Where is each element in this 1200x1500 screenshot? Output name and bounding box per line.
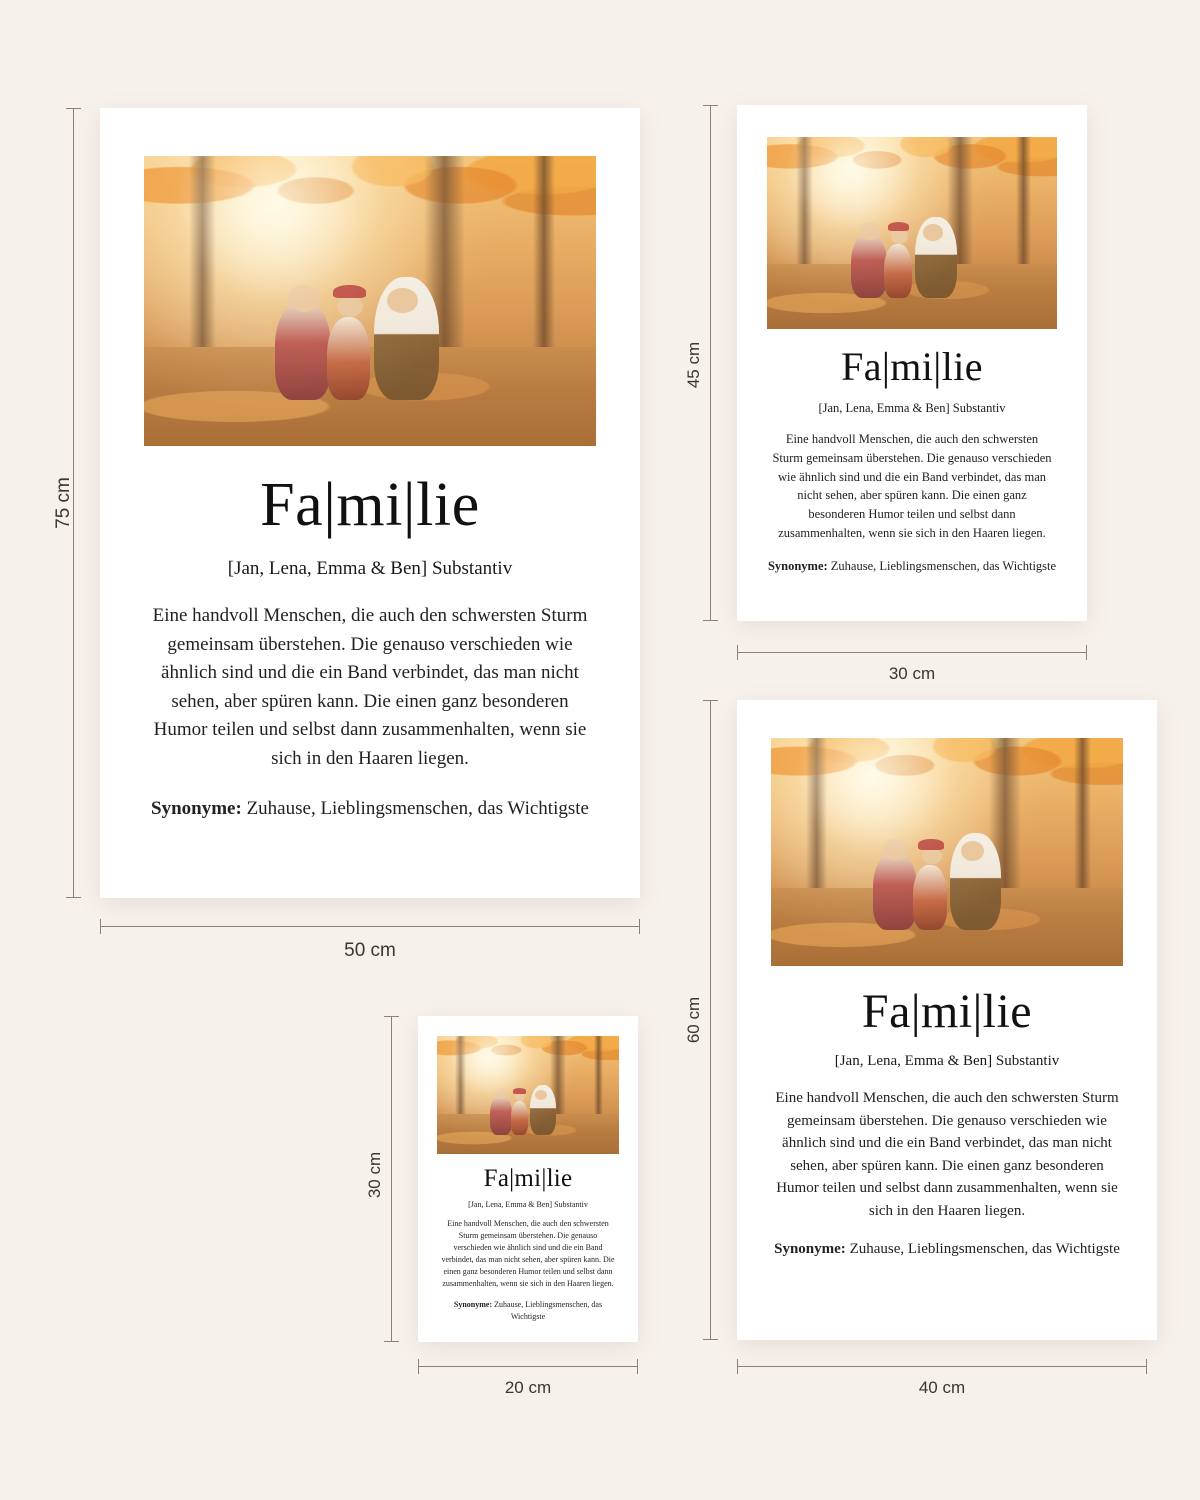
poster-synonyms (767, 557, 1057, 575)
dimension-tick (637, 1359, 638, 1374)
poster-definition: Eine handvoll Menschen, die auch den schwersten Sturm gemeinsam überstehen. Die genauso verschieden wie ähnlich sind und die ein Band verbindet, das man nicht sehen, aber spüren kann. Die einen ganz besonderen Humor teilen und selbst dann zusammenhalten, wenn sie sich in den Haaren liegen. (441, 1219, 615, 1288)
synonyms-value: Zuhause, Lieblingsmenschen, das Wichtigste (830, 558, 1057, 573)
dimension-tick (639, 919, 640, 934)
poster-subtitle: [Jan, Lena, Emma & Ben] Substantiv (818, 401, 1006, 415)
dimension-tick (703, 1339, 718, 1340)
synonyms-value: Zuhause, Lieblingsmenschen, das Wichtigste (246, 798, 589, 819)
poster-photo (767, 137, 1057, 329)
synonyms-value: Zuhause, Lieblingsmenschen, das Wichtigste (494, 1300, 603, 1321)
poster-subtitle: [Jan, Lena, Emma & Ben] Substantiv (227, 558, 513, 579)
poster-20x30[interactable] (418, 1016, 638, 1342)
dimension-label-width-30: 30 cm (888, 664, 936, 683)
dimension-tick (66, 897, 81, 898)
dimension-tick (737, 1359, 738, 1374)
dimension-label-width-20: 20 cm (504, 1378, 552, 1397)
dimension-line-horizontal-40 (737, 1366, 1147, 1367)
dimension-label-height-30: 30 cm (365, 1151, 384, 1199)
dimension-line-vertical-60 (710, 700, 711, 1340)
poster-synonyms (771, 1239, 1123, 1261)
dimension-label-height-60: 60 cm (684, 996, 703, 1044)
poster-definition: Eine handvoll Menschen, die auch den schwersten Sturm gemeinsam überstehen. Die genauso verschieden wie ähnlich sind und die ein Band verbindet, das man nicht sehen, aber spüren kann. Die einen ganz besonderen Humor teilen und selbst dann zusammenhalten, wenn sie sich in den Haaren liegen. (775, 1090, 1119, 1219)
dimension-tick (703, 700, 718, 701)
poster-subtitle: [Jan, Lena, Emma & Ben] Substantiv (468, 1200, 588, 1209)
dimension-tick (1146, 1359, 1147, 1374)
poster-photo (144, 156, 596, 446)
poster-synonyms (437, 1299, 619, 1322)
poster-title: Fa|mi|lie (260, 471, 480, 539)
dimension-tick (703, 105, 718, 106)
synonyms-label: Synonyme: (774, 1241, 846, 1257)
poster-title: Fa|mi|lie (483, 1165, 573, 1192)
dimension-tick (384, 1341, 399, 1342)
synonyms-label: Synonyme: (151, 798, 242, 819)
dimension-label-height-75: 75 cm (53, 477, 74, 529)
poster-30x45[interactable] (737, 105, 1087, 621)
synonyms-label: Synonyme: (453, 1300, 493, 1309)
synonyms-label: Synonyme: (767, 558, 828, 573)
dimension-label-width-50: 50 cm (344, 940, 396, 961)
dimension-tick (66, 108, 81, 109)
dimension-label-width-40: 40 cm (918, 1378, 966, 1397)
dimension-line-horizontal-20 (418, 1366, 638, 1367)
dimension-tick (737, 645, 738, 660)
dimension-tick (100, 919, 101, 934)
dimension-line-horizontal-50 (100, 926, 640, 927)
poster-synonyms (144, 795, 596, 823)
dimension-line-vertical-30 (391, 1016, 392, 1342)
dimension-tick (1086, 645, 1087, 660)
dimension-line-horizontal-30 (737, 652, 1087, 653)
poster-definition: Eine handvoll Menschen, die auch den schwersten Sturm gemeinsam überstehen. Die genauso verschieden wie ähnlich sind und die ein Band verbindet, das man nicht sehen, aber spüren kann. Die einen ganz besonderen Humor teilen und selbst dann zusammenhalten, wenn sie sich in den Haaren liegen. (152, 605, 588, 769)
dimension-tick (703, 620, 718, 621)
synonyms-value: Zuhause, Lieblingsmenschen, das Wichtigste (849, 1241, 1120, 1257)
dimension-tick (384, 1016, 399, 1017)
poster-title: Fa|mi|lie (861, 985, 1033, 1038)
poster-definition: Eine handvoll Menschen, die auch den schwersten Sturm gemeinsam überstehen. Die genauso verschieden wie ähnlich sind und die ein Band verbindet, das man nicht sehen, aber spüren kann. Die einen ganz besonderen Humor teilen und selbst dann zusammenhalten, wenn sie sich in den Haaren liegen. (772, 432, 1052, 540)
poster-50x75[interactable] (100, 108, 640, 898)
dimension-label-height-45: 45 cm (684, 341, 703, 389)
poster-title: Fa|mi|lie (841, 344, 983, 389)
dimension-line-vertical-45 (710, 105, 711, 621)
dimension-tick (418, 1359, 419, 1374)
poster-photo (771, 738, 1123, 966)
poster-subtitle: [Jan, Lena, Emma & Ben] Substantiv (834, 1053, 1060, 1069)
poster-40x60[interactable] (737, 700, 1157, 1340)
poster-photo (437, 1036, 619, 1154)
